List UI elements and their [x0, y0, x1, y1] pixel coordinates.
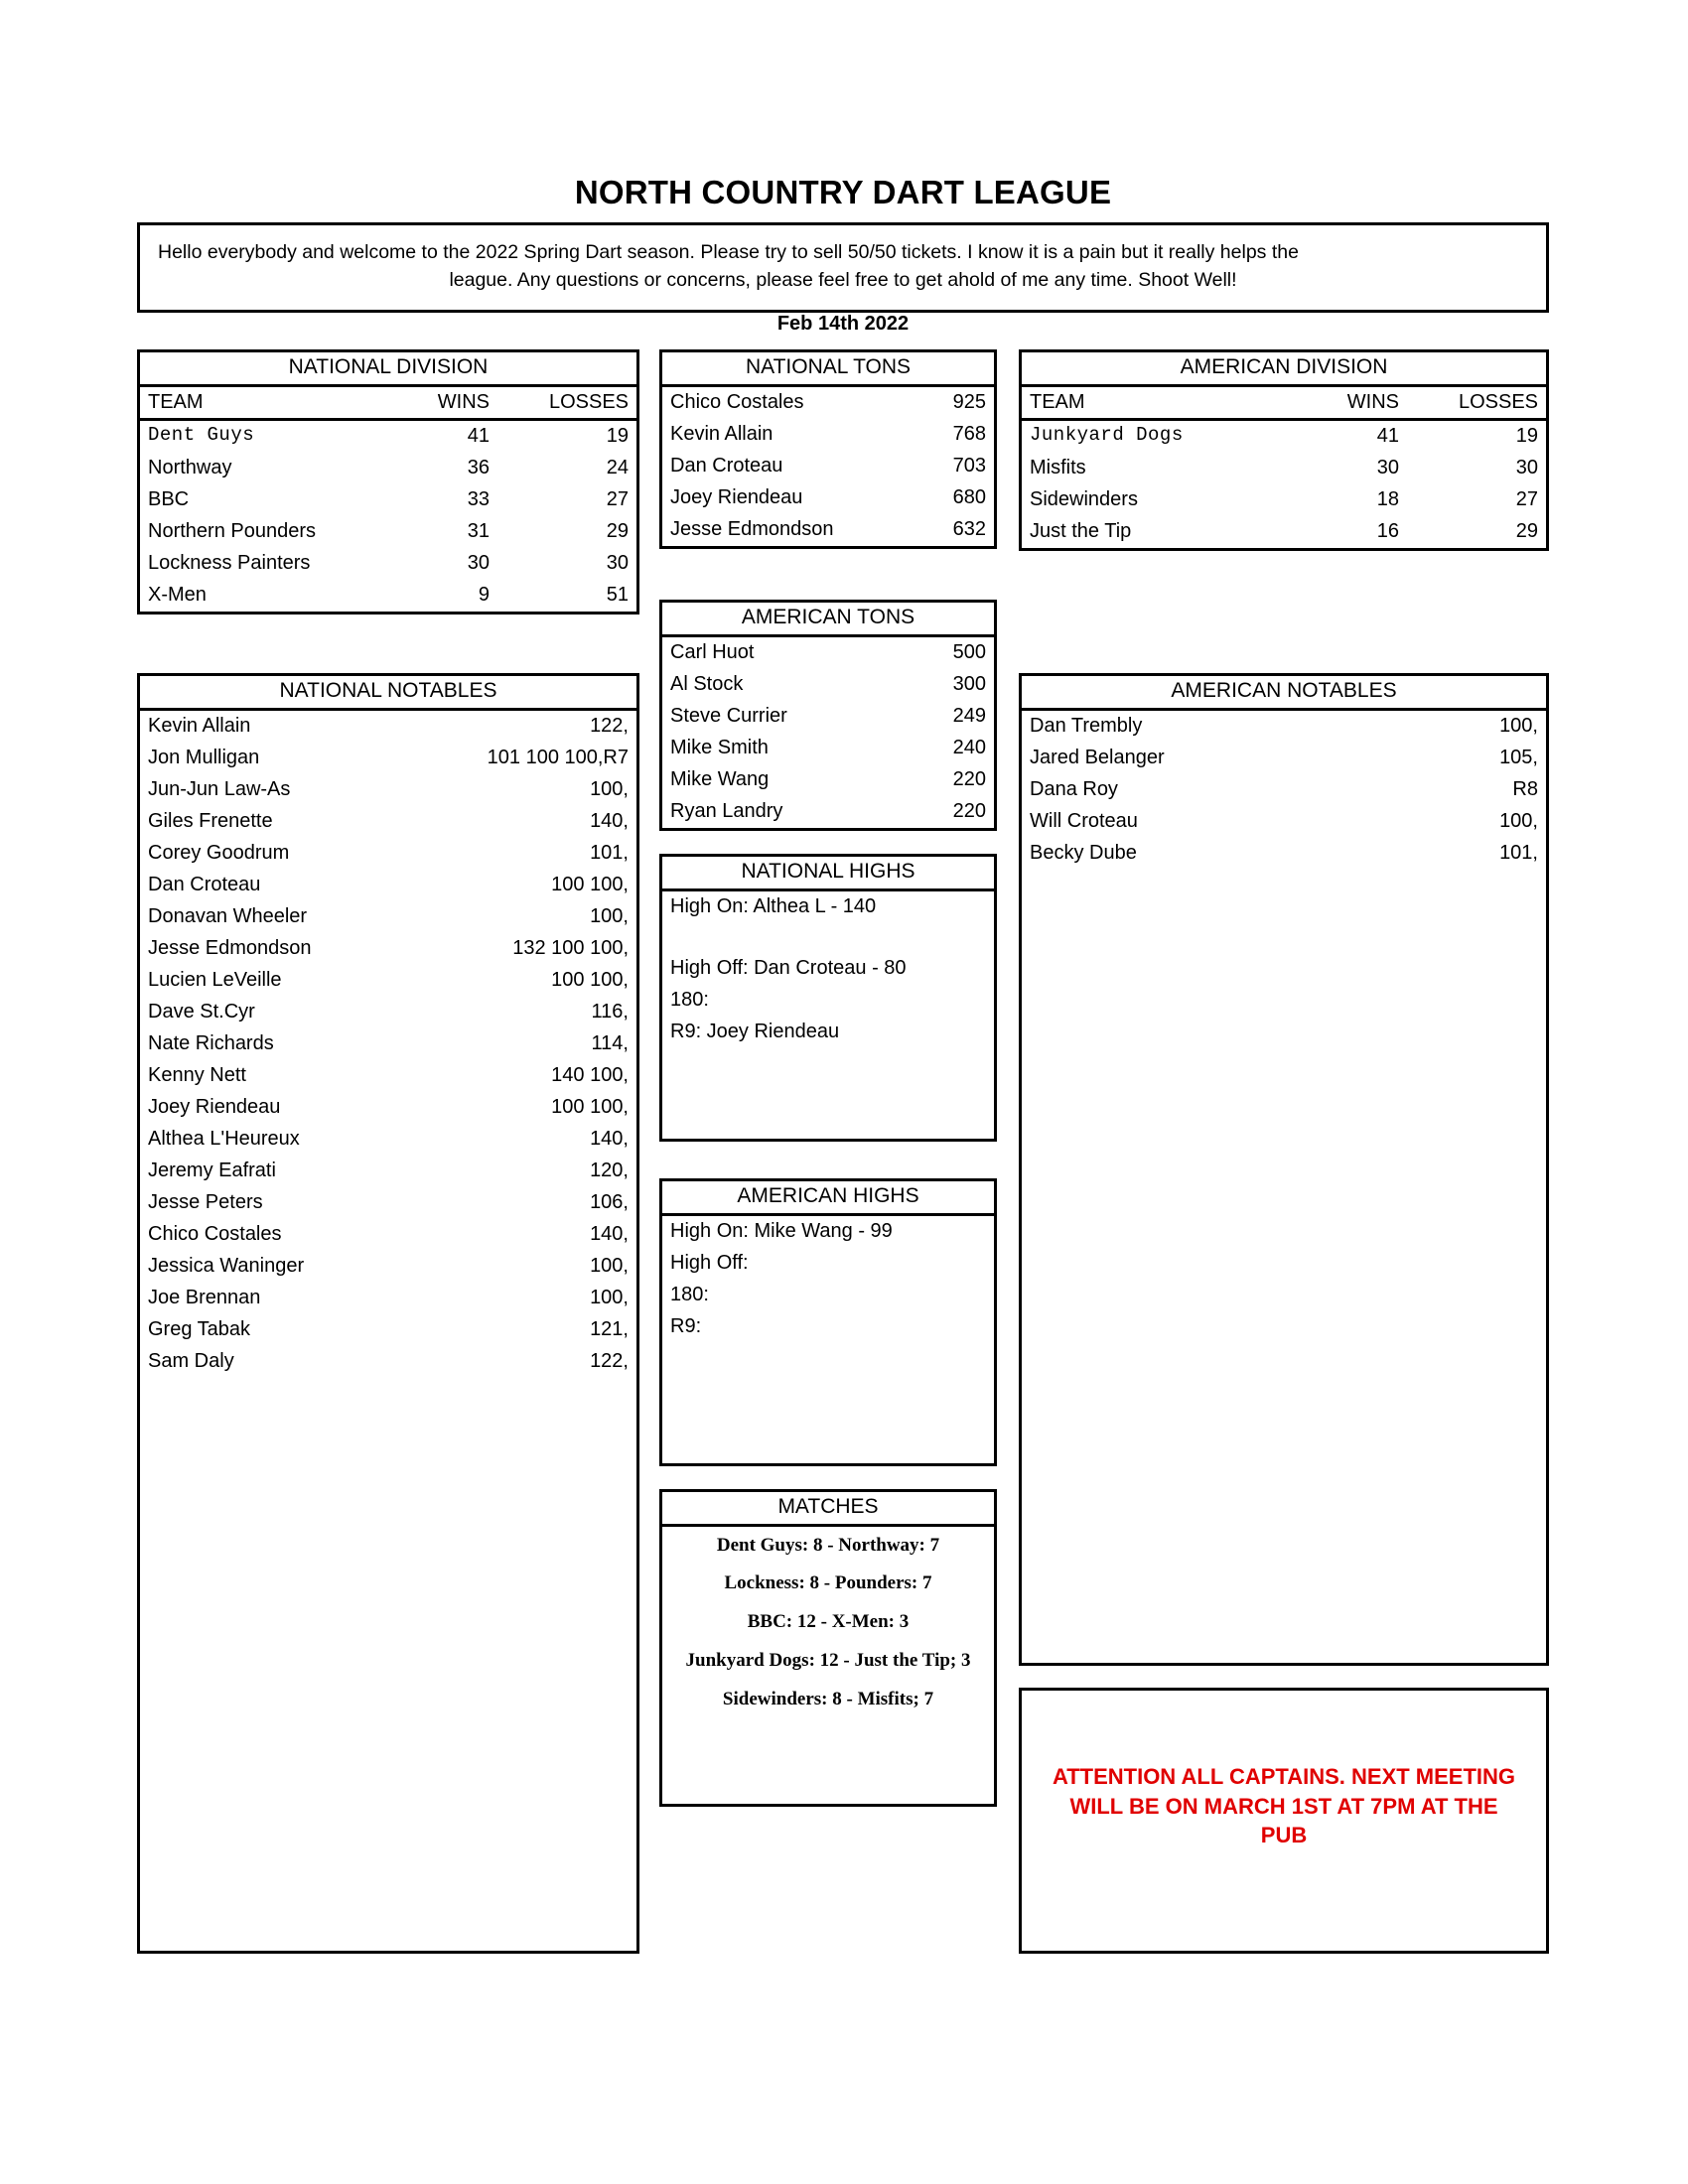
item-name: Becky Dube [1030, 841, 1137, 864]
cell-losses: 29 [1515, 519, 1538, 542]
cell-losses: 51 [606, 583, 629, 606]
list-item [662, 669, 994, 701]
item-name: Dan Croteau [670, 454, 783, 477]
item-value: 105, [1499, 746, 1538, 768]
american-notables-rows [1022, 711, 1546, 870]
item-name: Jesse Peters [148, 1190, 263, 1213]
cell-losses: 30 [1515, 456, 1538, 478]
item-name: Nate Richards [148, 1031, 274, 1054]
item-name: Kenny Nett [148, 1063, 246, 1086]
national-division-rows [140, 421, 636, 612]
national-notables-rows [140, 711, 636, 1378]
item-name: Joey Riendeau [670, 485, 803, 508]
item-name: Kevin Allain [148, 714, 251, 737]
welcome-text [158, 239, 1528, 294]
cell-wins: 30 [1376, 456, 1399, 478]
american-division-panel [1019, 349, 1549, 551]
list-item [662, 514, 994, 546]
list-item [140, 965, 636, 997]
item-value: 220 [952, 767, 986, 790]
item-value: 122, [590, 714, 629, 737]
table-row [140, 580, 636, 612]
item-value: 220 [952, 799, 986, 822]
table-row [1022, 421, 1546, 453]
cell-wins: 33 [467, 487, 490, 510]
list-item [140, 997, 636, 1028]
item-value: 768 [952, 422, 986, 445]
item-name: Lucien LeVeille [148, 968, 282, 991]
item-name: Jesse Edmondson [148, 936, 312, 959]
cell-team: BBC [148, 487, 190, 510]
list-item [662, 637, 994, 669]
list-item [140, 1028, 636, 1060]
item-value: 703 [952, 454, 986, 477]
cell-team: Sidewinders [1030, 487, 1138, 510]
page-title: NORTH COUNTRY DART LEAGUE [574, 174, 1112, 210]
col-header-team: TEAM [148, 390, 204, 413]
table-row [140, 516, 636, 548]
item-value: 300 [952, 672, 986, 695]
list-item [140, 1124, 636, 1156]
matches-title: MATCHES [662, 1492, 994, 1527]
list-item [1022, 806, 1546, 838]
table-row [140, 484, 636, 516]
item-value: 100, [590, 904, 629, 927]
national-division-title: NATIONAL DIVISION [140, 352, 636, 387]
col-header-losses: LOSSES [548, 390, 629, 413]
national-highs-lines [662, 891, 994, 1048]
cell-team: X-Men [148, 583, 207, 606]
col-header-team: TEAM [1030, 390, 1085, 413]
match-result: Sidewinders: 8 - Misfits; 7 [722, 1689, 934, 1710]
item-name: Will Croteau [1030, 809, 1138, 832]
cell-losses: 30 [606, 551, 629, 574]
list-item [140, 1283, 636, 1314]
american-tons-title: AMERICAN TONS [662, 603, 994, 637]
list-item [1022, 743, 1546, 774]
item-name: Dana Roy [1030, 777, 1118, 800]
item-name: Chico Costales [670, 390, 804, 413]
item-name: Ryan Landry [670, 799, 783, 822]
national-notables-panel [137, 673, 639, 1954]
matches-rows [662, 1527, 994, 1719]
national-notables-title: NATIONAL NOTABLES [140, 676, 636, 711]
item-value: 101, [1499, 841, 1538, 864]
table-row [140, 548, 636, 580]
matches-panel [659, 1489, 997, 1807]
welcome-line-1: Hello everybody and welcome to the 2022 Spring Dart season. Please try to sell 50/50 tickets. I know it is a pain but it really helps the [158, 241, 1299, 263]
american-notables-panel [1019, 673, 1549, 1666]
list-item [662, 701, 994, 733]
item-name: Dan Trembly [1030, 714, 1143, 737]
cell-losses: 19 [606, 424, 629, 447]
date-header: Feb 14th 2022 [776, 313, 910, 335]
cell-losses: 27 [1515, 487, 1538, 510]
item-name: Steve Currier [670, 704, 787, 727]
item-value: 925 [952, 390, 986, 413]
item-name: Mike Smith [670, 736, 769, 758]
list-item [140, 838, 636, 870]
item-value: 680 [952, 485, 986, 508]
item-name: Joey Riendeau [148, 1095, 281, 1118]
list-item [662, 451, 994, 482]
item-value: 120, [590, 1159, 629, 1181]
item-name: Al Stock [670, 672, 744, 695]
table-row [1022, 516, 1546, 548]
cell-team: Dent Guys [148, 423, 255, 446]
national-tons-panel [659, 349, 997, 549]
cell-losses: 29 [606, 519, 629, 542]
item-name: Jesse Edmondson [670, 517, 834, 540]
list-item [662, 419, 994, 451]
item-value: 140, [590, 1222, 629, 1245]
item-value: 100, [1499, 714, 1538, 737]
cell-team: Misfits [1030, 456, 1086, 478]
highs-line: High Off: Dan Croteau - 80 [670, 956, 907, 979]
list-item [140, 933, 636, 965]
cell-losses: 24 [606, 456, 629, 478]
item-value: 140, [590, 809, 629, 832]
list-item [140, 1092, 636, 1124]
list-item [662, 387, 994, 419]
item-name: Joe Brennan [148, 1286, 261, 1308]
item-value: 500 [952, 640, 986, 663]
list-item [662, 796, 994, 828]
list-item [662, 733, 994, 764]
item-value: 240 [952, 736, 986, 758]
cell-wins: 9 [478, 583, 490, 606]
cell-team: Just the Tip [1030, 519, 1132, 542]
list-item [140, 774, 636, 806]
national-division-header-row [140, 387, 636, 421]
highs-line: High On: Mike Wang - 99 [670, 1219, 893, 1242]
list-item [140, 1060, 636, 1092]
list-item [1022, 774, 1546, 806]
american-highs-panel [659, 1178, 997, 1466]
col-header-losses: LOSSES [1458, 390, 1538, 413]
item-name: Jeremy Eafrati [148, 1159, 276, 1181]
cell-losses: 27 [606, 487, 629, 510]
item-value: 101 100 100,R7 [487, 746, 629, 768]
cell-wins: 18 [1376, 487, 1399, 510]
list-item [1022, 711, 1546, 743]
item-value: 100, [590, 1286, 629, 1308]
item-value: 100 100, [551, 873, 629, 895]
american-tons-panel [659, 600, 997, 831]
american-division-header-row [1022, 387, 1546, 421]
item-value: 116, [591, 1000, 629, 1023]
item-value: 632 [952, 517, 986, 540]
item-value: 140, [590, 1127, 629, 1150]
spacer [662, 923, 994, 953]
list-item [140, 1346, 636, 1378]
item-name: Jared Belanger [1030, 746, 1165, 768]
table-row [1022, 453, 1546, 484]
item-value: 101, [590, 841, 629, 864]
match-result: Lockness: 8 - Pounders: 7 [724, 1572, 932, 1594]
highs-line: High Off: [670, 1251, 749, 1274]
col-header-wins: WINS [437, 390, 490, 413]
item-name: Jun-Jun Law-As [148, 777, 291, 800]
highs-line: R9: Joey Riendeau [670, 1020, 840, 1042]
item-name: Corey Goodrum [148, 841, 290, 864]
table-row [140, 453, 636, 484]
list-item [140, 1156, 636, 1187]
item-name: Giles Frenette [148, 809, 273, 832]
national-division-panel [137, 349, 639, 614]
item-value: 114, [591, 1031, 629, 1054]
match-result: Junkyard Dogs: 12 - Just the Tip; 3 [685, 1650, 971, 1672]
attention-message: ATTENTION ALL CAPTAINS. NEXT MEETING WILL BE ON MARCH 1ST AT 7PM AT THE PUB [1052, 1764, 1516, 1848]
cell-wins: 31 [467, 519, 490, 542]
list-item [140, 870, 636, 901]
list-item [140, 806, 636, 838]
item-value: 249 [952, 704, 986, 727]
list-item [140, 901, 636, 933]
item-name: Jon Mulligan [148, 746, 260, 768]
item-value: R8 [1512, 777, 1538, 800]
item-value: 121, [590, 1317, 629, 1340]
list-item [140, 1219, 636, 1251]
welcome-line-2: league. Any questions or concerns, please feel free to get ahold of me any time. Shoot Well! [449, 268, 1237, 291]
cell-team: Lockness Painters [148, 551, 311, 574]
item-value: 100, [590, 1254, 629, 1277]
cell-wins: 16 [1376, 519, 1399, 542]
highs-line: 180: [670, 988, 709, 1011]
list-item [1022, 838, 1546, 870]
american-tons-rows [662, 637, 994, 828]
table-row [140, 421, 636, 453]
cell-wins: 41 [467, 424, 490, 447]
item-name: Sam Daly [148, 1349, 234, 1372]
national-highs-panel [659, 854, 997, 1142]
item-value: 106, [590, 1190, 629, 1213]
cell-team: Northway [148, 456, 232, 478]
attention-panel [1019, 1688, 1549, 1954]
cell-wins: 30 [467, 551, 490, 574]
match-result: BBC: 12 - X-Men: 3 [747, 1611, 910, 1633]
item-name: Mike Wang [670, 767, 770, 790]
cell-losses: 19 [1515, 424, 1538, 447]
highs-line: 180: [670, 1283, 709, 1305]
national-tons-title: NATIONAL TONS [662, 352, 994, 387]
highs-line: R9: [670, 1314, 702, 1337]
item-value: 100, [1499, 809, 1538, 832]
item-name: Donavan Wheeler [148, 904, 308, 927]
cell-team: Junkyard Dogs [1030, 423, 1184, 446]
welcome-banner [137, 222, 1549, 313]
item-name: Chico Costales [148, 1222, 282, 1245]
item-name: Dave St.Cyr [148, 1000, 255, 1023]
col-header-wins: WINS [1346, 390, 1399, 413]
item-name: Jessica Waninger [148, 1254, 305, 1277]
list-item [662, 764, 994, 796]
american-highs-lines [662, 1216, 994, 1343]
american-highs-title: AMERICAN HIGHS [662, 1181, 994, 1216]
list-item [140, 1314, 636, 1346]
highs-line: High On: Althea L - 140 [670, 894, 877, 917]
item-name: Greg Tabak [148, 1317, 251, 1340]
list-item [140, 711, 636, 743]
item-value: 140 100, [551, 1063, 629, 1086]
item-value: 100 100, [551, 1095, 629, 1118]
list-item [662, 482, 994, 514]
match-result: Dent Guys: 8 - Northway: 7 [716, 1534, 940, 1556]
american-notables-title: AMERICAN NOTABLES [1022, 676, 1546, 711]
list-item [140, 1187, 636, 1219]
american-division-rows [1022, 421, 1546, 548]
cell-wins: 41 [1376, 424, 1399, 447]
item-value: 100, [590, 777, 629, 800]
table-row [1022, 484, 1546, 516]
item-name: Carl Huot [670, 640, 755, 663]
item-value: 132 100 100, [512, 936, 629, 959]
american-division-title: AMERICAN DIVISION [1022, 352, 1546, 387]
item-value: 122, [590, 1349, 629, 1372]
item-value: 100 100, [551, 968, 629, 991]
cell-team: Northern Pounders [148, 519, 316, 542]
item-name: Dan Croteau [148, 873, 261, 895]
item-name: Kevin Allain [670, 422, 774, 445]
cell-wins: 36 [467, 456, 490, 478]
item-name: Althea L'Heureux [148, 1127, 300, 1150]
national-tons-rows [662, 387, 994, 546]
national-highs-title: NATIONAL HIGHS [662, 857, 994, 891]
list-item [140, 743, 636, 774]
list-item [140, 1251, 636, 1283]
